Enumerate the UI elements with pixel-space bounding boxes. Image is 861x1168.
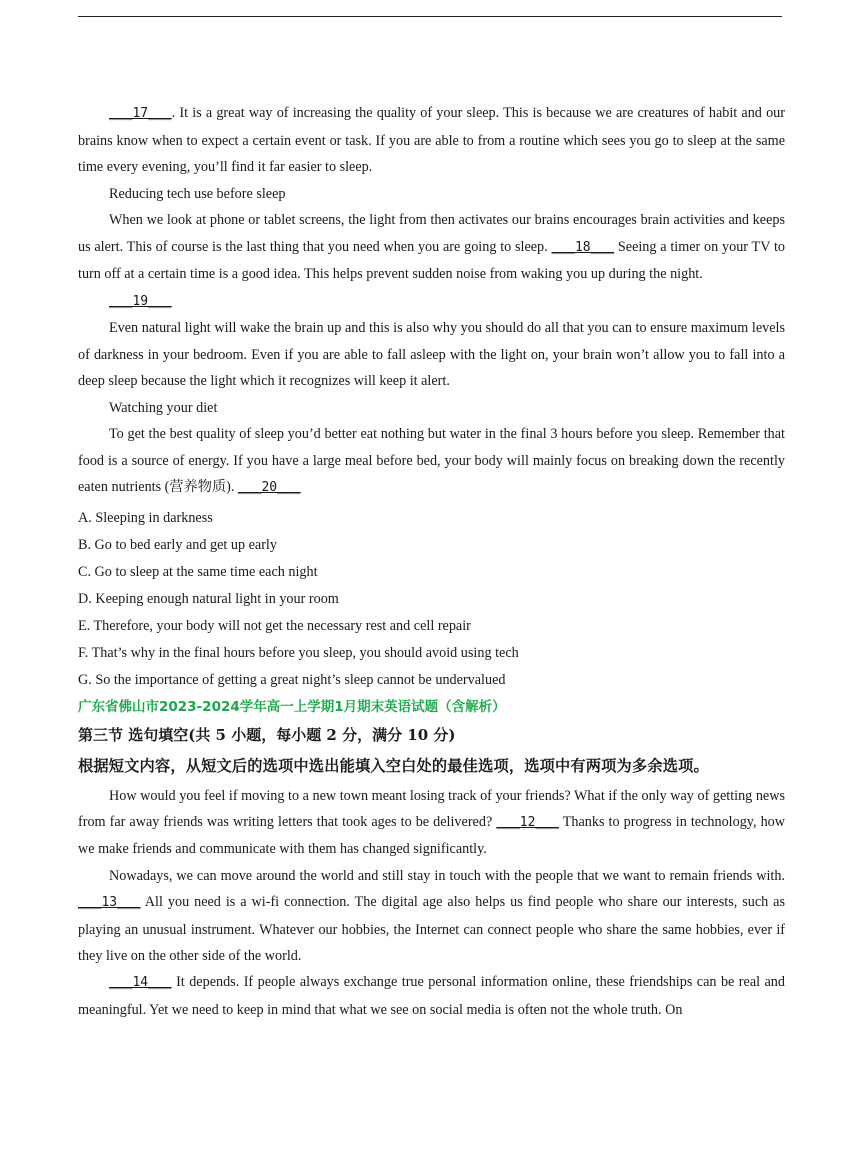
- subheading-blank: [78, 288, 785, 316]
- option-item: G. So the importance of getting a great night’s sleep cannot be undervalued: [78, 671, 506, 688]
- paragraph: [78, 863, 785, 970]
- paragraph-text: All you need is a wi-fi connection. The digital age also helps us find people who share our interests, such as playing an unusual instrument. Whatever our hobbies, the Internet can connect people who share the same hobbies, ever if they live on the other side of the world.: [78, 894, 785, 964]
- answer-blank: ___12___: [496, 814, 559, 830]
- paragraph-text: It depends. If people always exchange true personal information online, these friendships can be real and meaningful. Yet we need to keep in mind that what we see on social media is often not the whole truth. On: [78, 974, 785, 1018]
- paragraph-text: Seeing a timer on your TV to turn off at a certain time is a good idea. This helps prevent sudden noise from waking you up during the night.: [78, 238, 786, 282]
- section-title: 第三节 选句填空(共 5 小题，每小题 2 分，满分 10 分): [78, 725, 456, 744]
- paragraph: [78, 783, 785, 863]
- header-rule: [78, 16, 782, 17]
- answer-blank: ___14___: [109, 975, 172, 991]
- subheading: Watching your diet: [109, 399, 218, 416]
- paragraph: [78, 100, 785, 181]
- answer-blank: ___19___: [109, 293, 172, 309]
- option-item: D. Keeping enough natural light in your room: [78, 590, 339, 607]
- answer-blank: ___17___: [109, 106, 172, 121]
- option-item: F. That’s why in the final hours before you sleep, you should avoid using tech: [78, 644, 519, 661]
- answer-blank: ___20___: [237, 480, 301, 495]
- paragraph-text: . It is a great way of increasing the quality of your sleep. This is because we are creatures of habit and our brains know when to expect a certain event or task. If you are able to from a routine which sees you go to sleep at the same time every evening, you’ll find it far easier to sleep.: [78, 105, 785, 175]
- source-title: 广东省佛山市2023-2024学年高一上学期1月期末英语试题（含解析）: [78, 698, 506, 715]
- paragraph-text: Nowadays, we can move around the world and still stay in touch with the people that we want to remain friends with.: [109, 867, 785, 884]
- option-item: B. Go to bed early and get up early: [78, 536, 277, 553]
- instruction: 根据短文内容，从短文后的选项中选出能填入空白处的最佳选项，选项中有两项为多余选项。: [78, 756, 709, 775]
- passage-two: [78, 783, 785, 1024]
- paragraph-text: Thanks to progress in technology, how we make friends and communicate with them has changed significantly.: [78, 813, 786, 858]
- option-item: E. Therefore, your body will not get the necessary rest and cell repair: [78, 617, 471, 634]
- option-item: C. Go to sleep at the same time each night: [78, 563, 318, 580]
- document-body: [78, 100, 785, 1023]
- paragraph-text: To get the best quality of sleep you’d better eat nothing but water in the final 3 hours before you sleep. Remember that food is a source of energy. If you have a large meal before bed, your body will mainly focus on breaking down the recently eaten nutrients (营养物质).: [78, 426, 785, 495]
- option-item: A. Sleeping in darkness: [78, 509, 213, 526]
- answer-blank: ___13___: [78, 895, 141, 911]
- paragraph: [78, 969, 785, 1023]
- paragraph: [78, 207, 785, 288]
- paragraph: [78, 421, 785, 502]
- paragraph-text: How would you feel if moving to a new town meant losing track of your friends? What if the only way of getting news from far away friends was writing letters that took ages to be delivered?: [78, 787, 785, 830]
- paragraph-text: When we look at phone or tablet screens, the light from then activates our brains encourages brain activities and keeps us alert. This of course is the last thing that you need when you are going to sleep.: [78, 212, 785, 255]
- answer-blank: ___18___: [551, 239, 615, 255]
- paragraph: Even natural light will wake the brain up and this is also why you should do all that you can to ensure maximum levels of darkness in your bedroom. Even if you are able to fall asleep with the light on, your brain won’t allow you to fall into a deep sleep because the light which it recognizes will keep it alert.: [78, 320, 785, 389]
- options-list: [78, 505, 785, 694]
- subheading: Reducing tech use before sleep: [109, 185, 286, 202]
